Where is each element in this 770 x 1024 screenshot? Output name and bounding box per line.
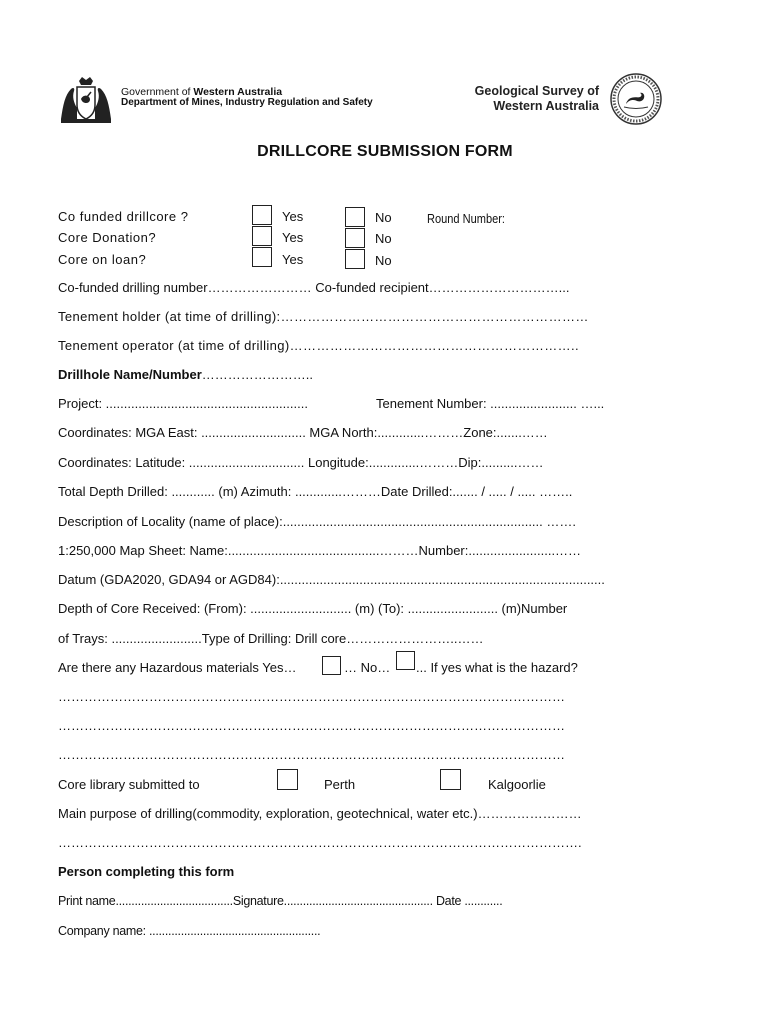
hazard-no-checkbox[interactable] — [396, 651, 415, 670]
locality-description-field[interactable]: Description of Locality (name of place):........................................................................ ……. — [58, 514, 576, 529]
drillhole-name-field[interactable] — [58, 367, 313, 382]
latlong-coordinates-field[interactable]: Coordinates: Latitude: ................................ Longitude:..............………Dip:..........…… — [58, 455, 544, 470]
loan-no-label: No — [375, 253, 392, 268]
survey-name-line2: Western Australia — [493, 99, 599, 113]
survey-name-line1: Geological Survey of — [474, 84, 599, 98]
cofunded-drilling-number-field[interactable]: Co-funded drilling number…………………… Co-funded recipient…………………………... — [58, 280, 570, 295]
form-title: DRILLCORE SUBMISSION FORM — [257, 143, 513, 160]
datum-field[interactable]: Datum (GDA2020, GDA94 or AGD84):.......................................................................................... — [58, 572, 605, 587]
cofunded-no-checkbox[interactable] — [345, 207, 365, 227]
donation-no-label: No — [375, 231, 392, 246]
wa-coat-of-arms-icon — [57, 75, 115, 125]
kalgoorlie-label: Kalgoorlie — [488, 777, 546, 792]
drillhole-name-dots: …………………….. — [201, 367, 313, 382]
drilling-purpose-field[interactable]: Main purpose of drilling(commodity, exploration, geotechnical, water etc.)…………………… — [58, 806, 582, 821]
hazard-no-label: … No… — [344, 660, 391, 675]
hazard-answer-line-1[interactable]: ……………………………………………………………………………………………………… — [58, 689, 565, 704]
print-name-signature-date-field[interactable]: Print name.....................................Signature............................................... Date ............ — [58, 894, 503, 908]
gswa-seal-icon — [609, 72, 663, 126]
donation-label: Core Donation? — [58, 230, 157, 245]
cofunded-no-label: No — [375, 210, 392, 225]
hazard-answer-line-2[interactable]: ……………………………………………………………………………………………………… — [58, 718, 565, 733]
trays-drilling-type-field[interactable]: of Trays: .........................Type of Drilling: Drill core……………………..…… — [58, 631, 484, 646]
hazard-question: Are there any Hazardous materials Yes… — [58, 660, 297, 675]
perth-label: Perth — [324, 777, 356, 792]
map-sheet-field[interactable]: 1:250,000 Map Sheet: Name:..........................................………Number:........................…… — [58, 543, 582, 558]
depth-received-field[interactable]: Depth of Core Received: (From): ............................ (m) (To): ......................... (m)Number — [58, 601, 568, 616]
tenement-number-field[interactable]: Tenement Number: ........................ …... — [376, 396, 605, 411]
donation-yes-label: Yes — [282, 230, 304, 245]
cofunded-label: Co funded drillcore ? — [58, 209, 189, 224]
round-number-label: Round Number: — [427, 211, 506, 226]
gov-state: Western Australia — [193, 86, 283, 98]
cofunded-yes-label: Yes — [282, 209, 304, 224]
department-name: Department of Mines, Industry Regulation and Safety — [121, 97, 373, 108]
donation-no-checkbox[interactable] — [345, 228, 365, 248]
loan-yes-checkbox[interactable] — [252, 247, 272, 267]
company-name-field[interactable]: Company name: ...................................................... — [58, 924, 321, 938]
hazard-yes-checkbox[interactable] — [322, 656, 341, 675]
project-field[interactable]: Project: ........................................................ — [58, 396, 308, 411]
tenement-holder-field[interactable]: Tenement holder (at time of drilling):…………………………………………………………… — [58, 309, 589, 324]
loan-yes-label: Yes — [282, 252, 304, 267]
core-library-label: Core library submitted to — [58, 777, 200, 792]
perth-checkbox[interactable] — [277, 769, 298, 790]
loan-no-checkbox[interactable] — [345, 249, 365, 269]
tenement-operator-field[interactable]: Tenement operator (at time of drilling)……………………………………………………….. — [58, 338, 580, 353]
mga-coordinates-field[interactable]: Coordinates: MGA East: ............................. MGA North:.............………Zone:.......…… — [58, 425, 548, 440]
gov-prefix: Government of — [121, 86, 194, 98]
cofunded-yes-checkbox[interactable] — [252, 205, 272, 225]
drilling-purpose-line-2[interactable]: …………………………………………………………………………………………………………. — [58, 835, 582, 850]
depth-azimuth-date-field[interactable]: Total Depth Drilled: ............ (m) Azimuth: .............………Date Drilled:....... / ..... / ..... …….. — [58, 484, 573, 499]
donation-yes-checkbox[interactable] — [252, 226, 272, 246]
person-section-heading: Person completing this form — [58, 864, 235, 879]
drillhole-name-label: Drillhole Name/Number — [58, 367, 202, 382]
hazard-answer-line-3[interactable]: ……………………………………………………………………………………………………… — [58, 747, 565, 762]
loan-label: Core on loan? — [58, 252, 147, 267]
kalgoorlie-checkbox[interactable] — [440, 769, 461, 790]
hazard-followup: ... If yes what is the hazard? — [416, 660, 578, 675]
